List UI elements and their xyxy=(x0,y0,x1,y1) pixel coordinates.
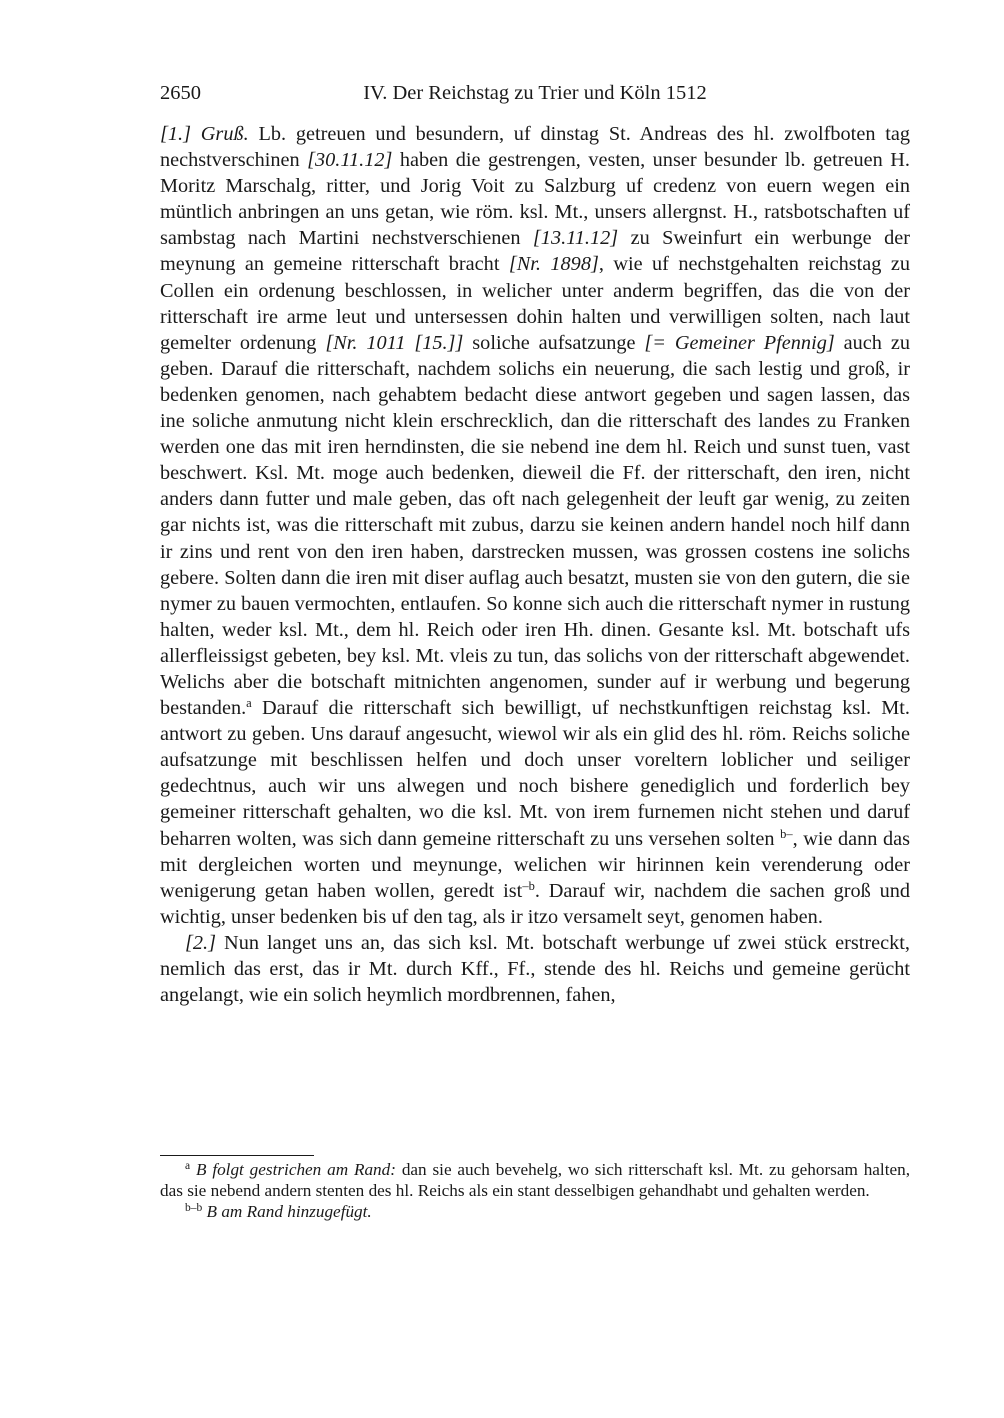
footnote-marker-b-close[interactable]: –b xyxy=(522,878,535,893)
text-run: soliche aufsatzunge xyxy=(463,331,645,354)
running-title: IV. Der Reichstag zu Trier und Köln 1512 xyxy=(363,82,707,104)
cross-reference: [Nr. 1898] xyxy=(508,253,599,276)
footnote-italic: B am Rand hinzugefügt. xyxy=(206,1202,372,1221)
text-run: . Darauf wir, nachdem die sachen groß und wichtig, unser bedenken bis uf den tag, als ir itzo versamelt seyt, genomen haben. xyxy=(160,879,910,928)
footnotes xyxy=(160,1160,910,1223)
date-annotation: [30.11.12] xyxy=(307,149,393,172)
paragraph-2 xyxy=(160,930,910,1008)
text-run: , wie uf nechstgehalten reichstag zu Collen ein ordenung beschlossen, in welicher unter anderm begriffen, das die von der ritterschaft ire arme leut und untersessen dohin halten und verwilligen solten, nach laut gemelter ordenung xyxy=(160,253,910,354)
text-run: Darauf die ritterschaft sich bewilligt, uf nechstkunftigen reichstag ksl. Mt. antwort zu geben. Uns darauf angesucht, wiewol wir als ein glid des hl. röm. Reichs soliche aufsatzunge mit beschlissen helfen und doch unser voreltern loblicher und seiliger gedechtnus, auch wir uns alwegen und noch bishere genediglich und forderlich bey gemeiner ritterschaft gehalten, wo die ksl. Mt. von irem furnemen nicht stehen und daruf beharren wolten, was sich dann gemeine ritterschaft zu uns versehen solten xyxy=(160,697,910,850)
text-run: haben die gestrengen, vesten, unser besunder lb. getreuen H. Moritz Marschalg, ritter, und Jorig Voit zu Salzburg uf credenz von euern wegen ein müntlich anbringen an uns getan, wie röm. ksl. Mt., unsers allergnst. H., ratsbotschaften uf sambstag nach Martini nechstverschienen xyxy=(160,149,910,250)
cross-reference: [Nr. 1011 [15.]] xyxy=(325,331,464,354)
main-text xyxy=(160,121,910,1008)
text-run: Nun langet uns an, das sich ksl. Mt. botschaft werbunge uf zwei stück erstreckt, nemlich das erst, das ir Mt. durch Kff., Ff., stende des hl. Reichs und gemeine gerücht angelangt, wie ein solich heymlich mordbrennen, fahen, xyxy=(160,931,910,1007)
footnote-b xyxy=(160,1202,910,1223)
footnote-divider xyxy=(160,1155,314,1156)
footnote-a xyxy=(160,1160,910,1201)
section-number: [2.] xyxy=(185,931,216,954)
footnote-marker-a[interactable]: a xyxy=(246,696,252,711)
text-run: Lb. getreuen und besundern, uf dinstag St. Andreas des hl. zwolfboten tag nechstverschinen xyxy=(160,123,911,172)
text-run: auch zu geben. Darauf die ritterschaft, nachdem solichs ein neuerung, die sach lestig und groß, ir bedenken genomen, nach gehabtem bedacht diese antwort gegeben und sagen lassen, das ine soliche anmutung nicht klein erschrecklich, dan die ritterschaft des landes zu Franken werden one das mit iren herndinsten, die sie nebend ine dem hl. Reich und sunst tuen, vast beschwert. Ksl. Mt. moge auch bedenken, dieweil die Ff. der ritterschaft, den iren, nicht anders dann futter und male geben, das oft nach gelegenheit der leuft gar wenig, zu zeiten gar nichts ist, was die ritterschaft mit zubus, darzu sie keinen andern handel noch hilf dann ir zins und rent von den iren haben, darstrecken mussen, was grossen costens ine solichs gebere. Solten dann die iren mit diser auflag auch besatzt, musten sie von den gutern, die sie nymer zu bauen vermochten, entlaufen. So konne sich auch die ritterschaft nymer in rustung halten, weder ksl. Mt., dem hl. Reich oder iren Hh. dinen. Gesante ksl. Mt. botschaft ufs allerfleissigst gebeten, bey ksl. Mt. vleis zu tun, das solichs von der ritterschaft abgewendet. Welichs aber die botschaft mitnichten angenomen, sunder auf ir werbung und begerung bestanden. xyxy=(160,331,910,720)
footnote-marker-b-open[interactable]: b– xyxy=(780,826,793,841)
page-number: 2650 xyxy=(160,82,201,104)
editorial-note: [= Gemeiner Pfennig] xyxy=(644,331,835,354)
footnote-italic: B folgt gestrichen am Rand: xyxy=(195,1160,396,1179)
text-run: zu Sweinfurt ein werbunge der meynung an gemeine ritterschaft bracht xyxy=(160,227,910,276)
footnote-mark: a xyxy=(185,1160,191,1172)
section-heading: Gruß. xyxy=(200,123,249,145)
date-annotation: [13.11.12] xyxy=(532,227,619,250)
section-number: [1.] xyxy=(160,123,191,145)
text-run: , wie dann das mit dergleichen worten und meynunge, welichen wir hirinnen kein verenderung oder wenigerung getan haben wollen, geredt ist xyxy=(160,827,911,902)
paragraph-1 xyxy=(160,121,910,930)
footnote-text: dan sie auch bevehelg, wo sich ritterschaft ksl. Mt. zu gehorsam halten, das sie nebend andern stenten des hl. Reichs als ein stant desselbigen gehandhabt und gehalten werden. xyxy=(160,1160,911,1200)
page-header xyxy=(160,80,910,110)
footnote-mark: b–b xyxy=(185,1202,203,1214)
